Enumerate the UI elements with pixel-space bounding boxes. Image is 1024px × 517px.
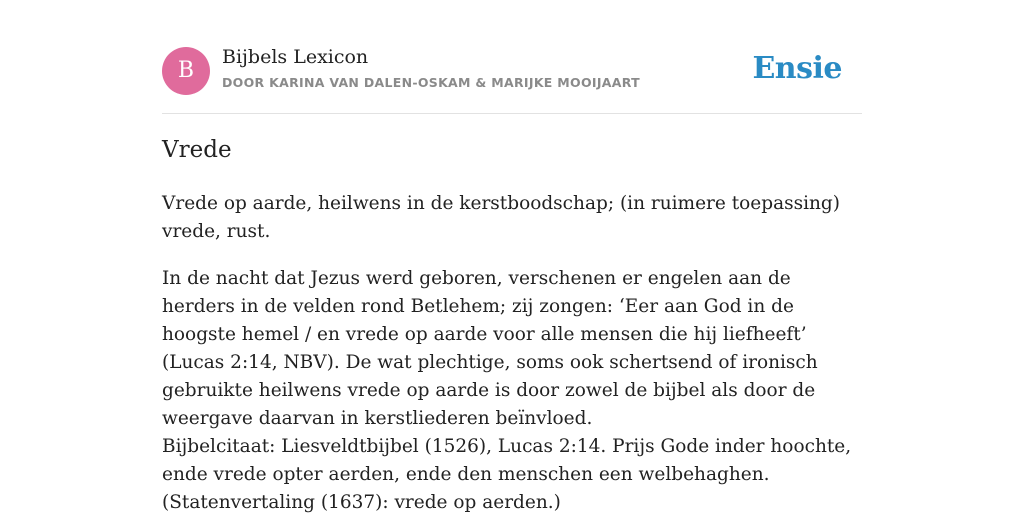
entry-body: In de nacht dat Jezus werd geboren, verschenen er engelen aan de herders in de velden rond Betlehem; zij zongen: ‘Eer aan God in de hoogste hemel / en vrede op aarde voor alle mensen die hij liefheeft’ (Lucas 2:14, NBV). De wat plechtige, soms ook schertsend of ironisch gebruikte heilwens vrede op aarde is door zowel de bijbel als door de weergave daarvan in kerstliederen beïnvloed.	[162, 268, 818, 429]
entry-definition: Vrede op aarde, heilwens in de kerstboodschap; (in ruimere toepassing) vrede, rust.	[162, 193, 840, 242]
book-avatar[interactable]: B	[162, 47, 210, 95]
header	[162, 0, 862, 114]
page-container	[162, 0, 862, 513]
entry-title: Vrede	[162, 137, 232, 163]
book-title[interactable]: Bijbels Lexicon	[222, 46, 369, 68]
book-authors: DOOR KARINA VAN DALEN-OSKAM & MARIJKE MOOIJAART	[222, 75, 640, 90]
entry-citation: Bijbelcitaat: Liesveldtbijbel (1526), Lucas 2:14. Prijs Gode inder hoochte, ende vrede opter aerden, ende den menschen een welbehaghen. (Statenvertaling (1637): vrede op aerden.)	[162, 436, 852, 513]
ensie-logo[interactable]: Ensie	[752, 51, 842, 86]
